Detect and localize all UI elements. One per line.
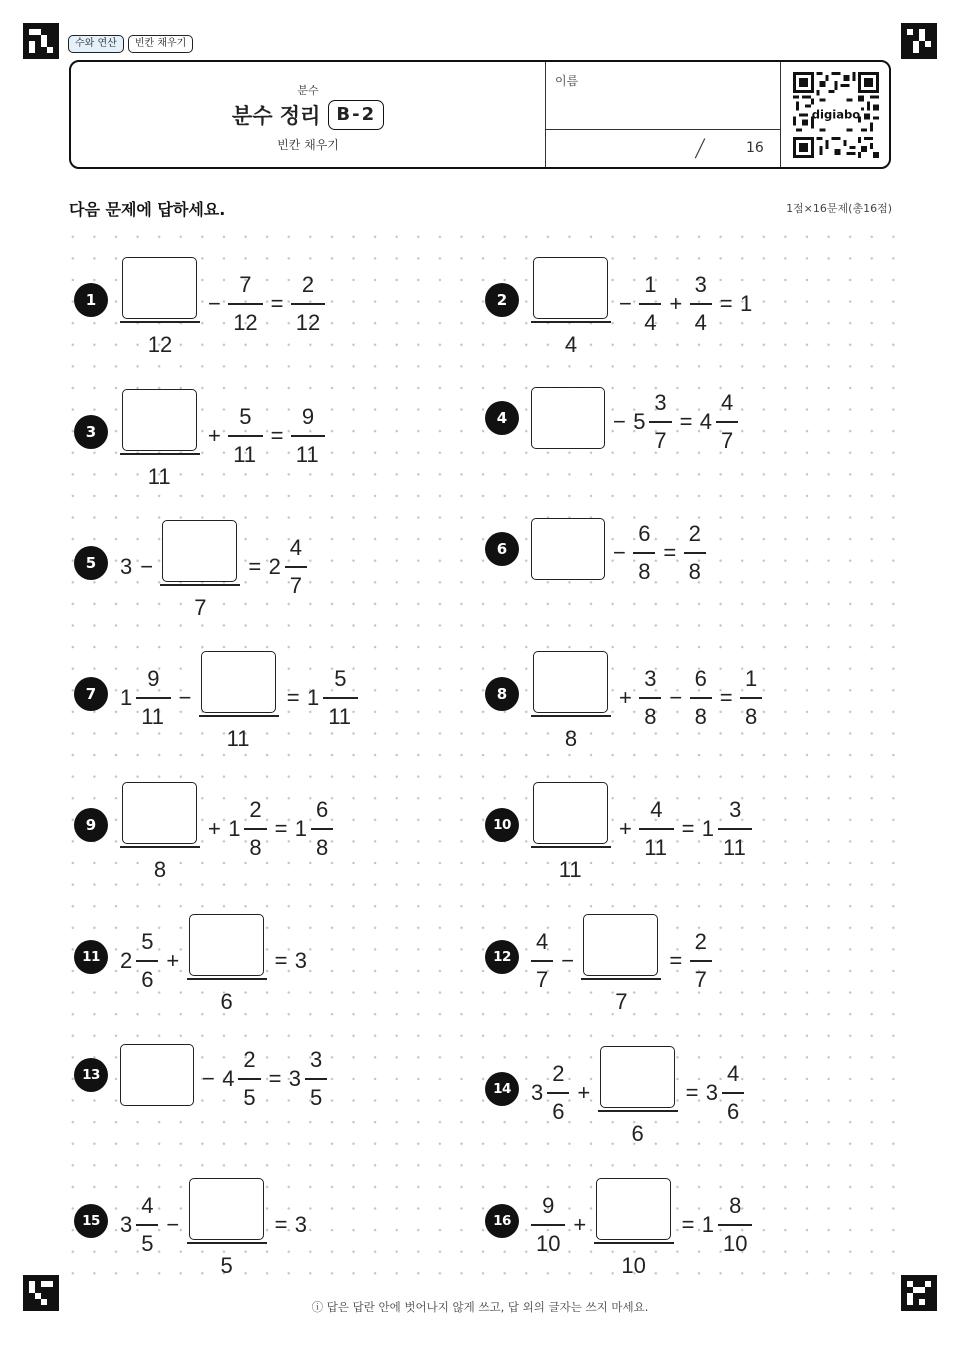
term-b-denominator: 8 [638,559,651,584]
result-fraction-bar [305,1078,327,1080]
term-b-denominator: 7 [654,428,667,453]
result-numerator: 8 [729,1193,742,1218]
equals-sign: = [681,816,695,841]
term-a-fraction-bar [136,697,170,699]
operator: + [577,1080,591,1105]
result-whole: 1 [701,816,715,841]
term-b-fraction-bar [649,421,671,423]
answer-box[interactable] [596,1178,671,1240]
result-denominator: 7 [694,967,707,992]
term-a-denominator: 4 [564,332,578,357]
score-total: 16 [746,140,764,156]
problem-number-badge: 10 [485,808,519,842]
term-a-denominator: 8 [564,726,578,751]
whole-number: 1 [120,685,133,710]
equals-sign: = [268,1066,282,1091]
result-fraction-bar [740,697,762,699]
subject-tag: 수와 연산 [68,35,124,53]
term-a-denominator: 12 [147,332,173,357]
result-fraction-bar [722,1092,744,1094]
term-a-denominator: 8 [153,857,167,882]
operator: − [619,291,632,316]
result-numerator: 4 [289,535,303,560]
tag-group [68,35,193,53]
term-a-fraction-bar [120,321,200,323]
term-a-fraction-bar [531,715,611,717]
whole-number: 3 [120,1212,133,1237]
page-margin [0,0,62,1358]
problem-number-badge: 6 [485,532,519,566]
operator: − [202,1066,215,1091]
term-b-denominator: 8 [249,835,262,860]
term-b-numerator: 6 [638,521,651,546]
term-b-fraction-bar [594,1242,674,1244]
term-c-numerator: 6 [694,666,707,691]
answer-box[interactable] [189,1178,264,1240]
result-denominator: 8 [745,704,758,729]
result-denominator: 6 [727,1099,740,1124]
term-b-denominator: 11 [233,442,257,467]
term-b-denominator: 7 [615,989,628,1014]
term-b-denominator: 6 [220,989,233,1014]
result-fraction-bar [311,828,333,830]
result-denominator: 11 [723,835,746,860]
corner-marker-top-left [23,23,59,59]
result-whole: 3 [294,1212,308,1237]
result-denominator: 11 [328,704,352,729]
answer-box[interactable] [122,389,197,451]
term-b-numerator: 1 [644,272,657,297]
whole-number: 5 [633,409,646,434]
result-numerator: 2 [301,272,315,297]
operator: + [619,685,632,710]
name-score-panel [545,62,781,167]
page-title: 분수 정리 [231,104,321,128]
answer-box[interactable] [201,651,276,713]
problem-number-badge: 3 [74,415,108,449]
term-a-denominator: 11 [147,464,171,489]
term-b-fraction-bar [633,552,655,554]
term-a-denominator: 7 [536,967,549,992]
term-c-denominator: 4 [694,310,707,335]
term-a-fraction-bar [531,1224,565,1226]
term-b-fraction-bar [598,1110,678,1112]
term-b-fraction-bar [228,303,262,305]
term-a-fraction-bar [531,960,553,962]
answer-box[interactable] [533,651,608,713]
equals-sign: = [270,423,284,448]
result-fraction-bar [718,828,752,830]
operator: − [561,948,575,973]
term-a-denominator: 5 [141,1231,154,1256]
result-denominator: 8 [688,559,701,584]
operator: − [208,291,221,316]
result-numerator: 5 [334,666,347,691]
term-a-denominator: 11 [141,704,165,729]
term-c-denominator: 8 [694,704,707,729]
term-a-fraction-bar [120,846,200,848]
whole-number: 2 [120,948,133,973]
term-b-fraction-bar [187,1242,267,1244]
term-a-denominator: 6 [141,967,154,992]
qr-code-icon[interactable] [793,72,879,158]
result-numerator: 3 [310,1047,323,1072]
result-denominator: 5 [310,1085,323,1110]
problem-number-badge: 13 [74,1058,108,1092]
name-label: 이름 [555,74,579,88]
term-b-denominator: 4 [644,310,657,335]
answer-box[interactable] [531,387,605,449]
term-a-fraction-bar [136,1224,158,1226]
operator: + [573,1212,587,1237]
term-b-fraction-bar [244,828,266,830]
operator: − [613,409,626,434]
term-b-denominator: 5 [243,1085,256,1110]
problem-number-badge: 4 [485,401,519,435]
problem-number-badge: 7 [74,677,108,711]
term-a-fraction-bar [531,321,611,323]
operator: + [619,816,632,841]
result-whole: 3 [288,1066,302,1091]
term-a-fraction-bar [136,960,158,962]
result-denominator: 7 [721,428,734,453]
term-b-numerator: 3 [654,390,667,415]
footer-note: ⓘ 답은 답란 안에 벗어나지 않게 쓰고, 답 외의 글자는 쓰지 마세요. [311,1300,649,1314]
result-fraction-bar [285,566,307,568]
term-a-denominator: 6 [552,1099,565,1124]
points-label: 1점×16문제(총16점) [786,202,892,215]
term-a-numerator: 4 [536,929,549,954]
result-denominator: 12 [295,310,321,335]
term-b-fraction-bar [639,303,661,305]
operator: − [669,685,683,710]
term-a-fraction-bar [120,453,200,455]
term-b-fraction-bar [581,978,661,980]
result-fraction-bar [291,435,325,437]
operator: + [208,423,221,448]
result-numerator: 4 [727,1061,740,1086]
answer-box[interactable] [122,257,197,319]
result-denominator: 10 [723,1231,748,1256]
result-denominator: 8 [316,835,329,860]
qr-brand-text: digiabo [811,107,861,122]
title-row [71,100,545,130]
term-b-numerator: 7 [239,272,252,297]
operator: − [178,685,192,710]
problem-number-badge: 16 [485,1204,519,1238]
title-panel [71,62,545,167]
operator: − [166,1212,180,1237]
term-b-numerator: 2 [243,1047,256,1072]
term-a-denominator: 10 [536,1231,561,1256]
result-numerator: 6 [316,797,329,822]
instruction-text: 다음 문제에 답하세요. [69,200,226,219]
term-a-numerator: 9 [542,1193,555,1218]
term-b-denominator: 5 [220,1253,233,1278]
operator: + [669,291,683,316]
page-margin [0,1275,960,1358]
result-numerator: 3 [729,797,742,822]
term-b-denominator: 11 [226,726,250,751]
equals-sign: = [270,291,284,316]
result-fraction-bar [323,697,357,699]
term-c-fraction-bar [690,303,712,305]
term-b-fraction-bar [639,697,661,699]
result-whole: 3 [294,948,308,973]
term-a-numerator: 9 [147,666,160,691]
operator: − [613,540,626,565]
problem-number-badge: 8 [485,677,519,711]
score-slash: / [693,134,707,162]
term-b-numerator: 3 [644,666,657,691]
equals-sign: = [274,816,288,841]
problem-number-badge: 9 [74,808,108,842]
result-whole: 4 [699,409,713,434]
term-b-denominator: 6 [631,1121,644,1146]
category-label: 분수 [297,84,319,97]
term-a-denominator: 11 [558,857,582,882]
term-a-numerator: 5 [141,929,154,954]
term-a-fraction-bar [531,846,611,848]
result-whole: 1 [294,816,308,841]
whole-number: 1 [228,816,241,841]
result-whole: 1 [307,685,320,710]
whole-number: 4 [222,1066,235,1091]
term-b-denominator: 7 [194,595,207,620]
term-a-fraction-bar [547,1092,569,1094]
operator: − [140,554,154,579]
result-whole: 3 [705,1080,719,1105]
problem-number-badge: 11 [74,940,108,974]
equals-sign: = [681,1212,695,1237]
result-whole: 2 [268,554,281,579]
corner-marker-top-right [901,23,937,59]
problem-number-badge: 15 [74,1204,108,1238]
answer-box[interactable] [600,1046,675,1108]
term-b-denominator: 11 [644,835,668,860]
problem-number-badge: 5 [74,546,108,580]
equals-sign: = [685,1080,699,1105]
result-numerator: 1 [745,666,758,691]
term-b-denominator: 8 [644,704,657,729]
result-whole: 1 [740,291,753,316]
answer-box[interactable] [533,782,608,844]
term-b-fraction-bar [228,435,262,437]
term-b-fraction-bar [238,1078,260,1080]
equals-sign: = [274,1212,288,1237]
term-b-numerator: 4 [650,797,663,822]
answer-box[interactable] [583,914,658,976]
whole-number: 3 [120,554,133,579]
whole-number: 3 [531,1080,544,1105]
term-a-numerator: 4 [141,1193,154,1218]
result-whole: 1 [701,1212,715,1237]
problem-number-badge: 1 [74,283,108,317]
worksheet-code: B-2 [328,100,384,130]
subtitle: 빈칸 채우기 [277,138,339,152]
result-numerator: 2 [688,521,701,546]
answer-box[interactable] [162,520,237,582]
term-b-numerator: 2 [249,797,262,822]
answer-box[interactable] [533,257,608,319]
answer-box[interactable] [531,518,605,580]
result-fraction-bar [716,421,738,423]
term-b-denominator: 10 [621,1253,646,1278]
answer-box[interactable] [189,914,264,976]
operator: + [208,816,221,841]
score-field[interactable] [546,129,780,167]
term-b-fraction-bar [199,715,279,717]
type-tag: 빈칸 채우기 [128,35,193,53]
equals-sign: = [719,291,733,316]
equals-sign: = [669,948,683,973]
page-margin [896,0,960,1358]
result-numerator: 4 [721,390,734,415]
answer-box[interactable] [122,782,197,844]
problem-number-badge: 12 [485,940,519,974]
equals-sign: = [286,685,300,710]
term-a-numerator: 2 [552,1061,565,1086]
term-b-fraction-bar [639,828,673,830]
answer-box[interactable] [120,1044,194,1106]
equals-sign: = [719,685,733,710]
term-b-numerator: 5 [239,404,252,429]
term-b-fraction-bar [187,978,267,980]
operator: + [166,948,180,973]
worksheet-header [69,60,891,169]
result-denominator: 11 [295,442,319,467]
equals-sign: = [663,540,677,565]
equals-sign: = [248,554,262,579]
result-numerator: 2 [694,929,707,954]
term-c-numerator: 3 [694,272,707,297]
result-fraction-bar [684,552,706,554]
problem-number-badge: 2 [485,283,519,317]
result-fraction-bar [718,1224,752,1226]
equals-sign: = [679,409,693,434]
term-b-denominator: 12 [233,310,258,335]
term-c-fraction-bar [690,697,712,699]
equals-sign: = [274,948,288,973]
result-numerator: 9 [301,404,315,429]
result-fraction-bar [690,960,712,962]
result-fraction-bar [291,303,325,305]
problem-number-badge: 14 [485,1072,519,1106]
term-b-fraction-bar [160,584,240,586]
result-denominator: 7 [289,573,303,598]
